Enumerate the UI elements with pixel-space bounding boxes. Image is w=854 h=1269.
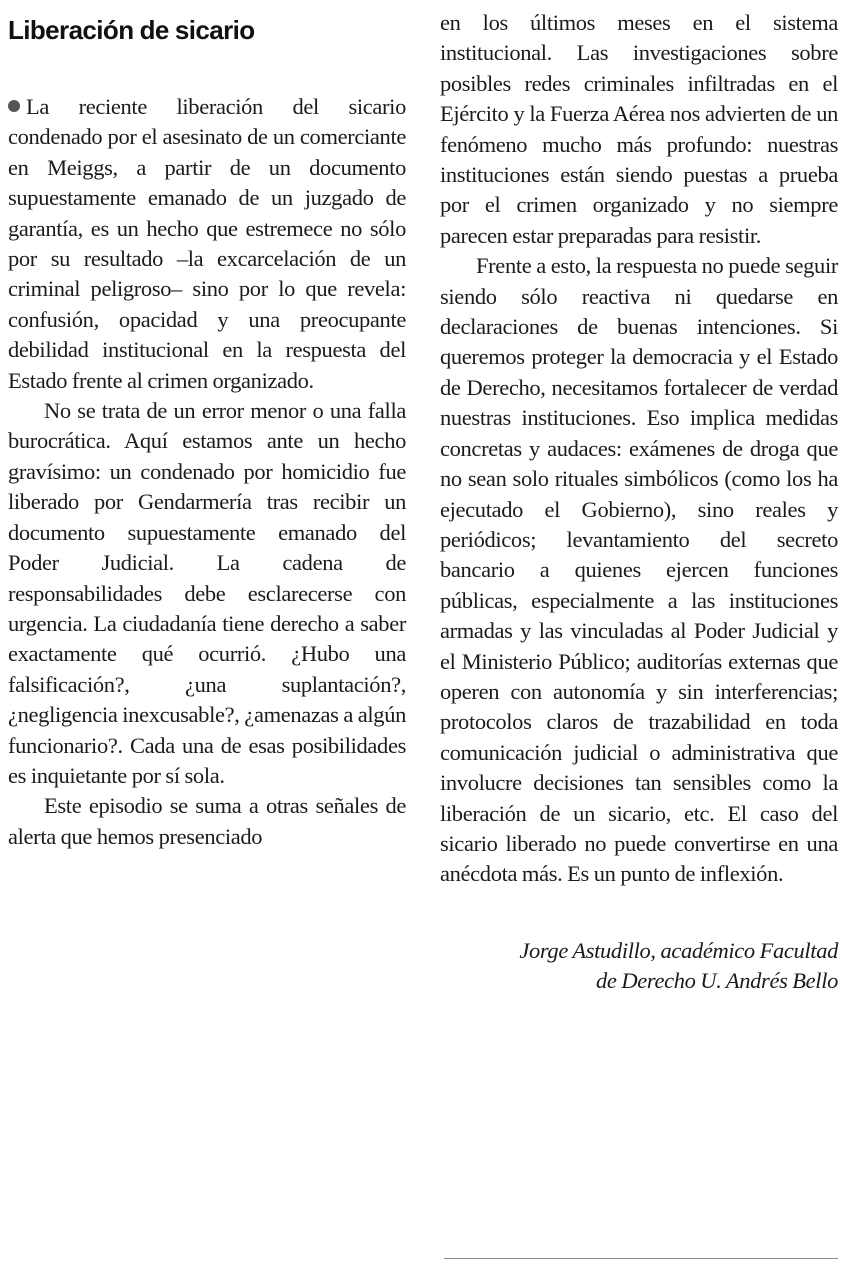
paragraph-1-text: La reciente liberación del sicario condenado por el asesinato de un comerciante en Meiggs, a partir de un documento supuestamente emanado de un juzgado de garantía, es un hecho que estremece no sólo por su resultado –la excarcelación de un criminal peligroso– sino por lo que revela: confusión, opacidad y una preocupante debilidad institucional en la respuesta del Estado frente al crimen organizado.: [8, 94, 406, 393]
signature-line-1: Jorge Astudillo, académico Facultad: [519, 937, 838, 963]
paragraph-3-continued: en los últimos meses en el sistema institucional. Las investigaciones sobre posibles redes criminales infiltradas en el Ejército y la Fuerza Aérea nos advierten de un fenómeno mucho más profundo: nuestras instituciones están siendo puestas a prueba por el crimen organizado y no siempre parecen estar preparadas para resistir.: [440, 10, 838, 248]
paragraph-3: Este episodio se suma a otras señales de alerta que hemos presenciado: [8, 793, 406, 849]
left-column: [8, 0, 406, 852]
headline: Liberación de sicario: [8, 15, 255, 45]
right-column: [440, 8, 838, 996]
signature-line-2: de Derecho U. Andrés Bello: [596, 967, 838, 993]
paragraph-1: [8, 92, 406, 396]
bullet-icon: [8, 100, 20, 112]
paragraph-2: No se trata de un error menor o una falla burocrática. Aquí estamos ante un hecho gravísimo: un condenado por homicidio fue liberado por Gendarmería tras recibir un documento supuestamente emanado del Poder Judicial. La cadena de responsabilidades debe esclarecerse con urgencia. La ciudadanía tiene derecho a saber exactamente qué ocurrió. ¿Hubo una falsificación?, ¿una suplantación?, ¿negligencia inexcusable?, ¿amenazas a algún funcionario?. Cada una de esas posibilidades es inquietante por sí sola.: [8, 398, 407, 788]
bottom-divider: [444, 1258, 838, 1259]
paragraph-4: Frente a esto, la respuesta no puede seguir siendo sólo reactiva ni quedarse en declaraciones de buenas intenciones. Si queremos proteger la democracia y el Estado de Derecho, necesitamos fortalecer de verdad nuestras instituciones. Eso implica medidas concretas y audaces: exámenes de droga que no sean solo rituales simbólicos (como los ha ejecutado el Gobierno), sino reales y periódicos; levantamiento del secreto bancario a quienes ejercen funciones públicas, especialmente a las instituciones armadas y las vinculadas al Poder Judicial y el Ministerio Público; auditorías externas que operen con autonomía y sin interferencias; protocolos claros de trazabilidad en toda comunicación judicial o administrativa que involucre decisiones tan sensibles como la liberación de un sicario, etc. El caso del sicario liberado no puede convertirse en una anécdota más. Es un punto de inflexión.: [440, 253, 838, 887]
author-signature: [440, 936, 838, 996]
